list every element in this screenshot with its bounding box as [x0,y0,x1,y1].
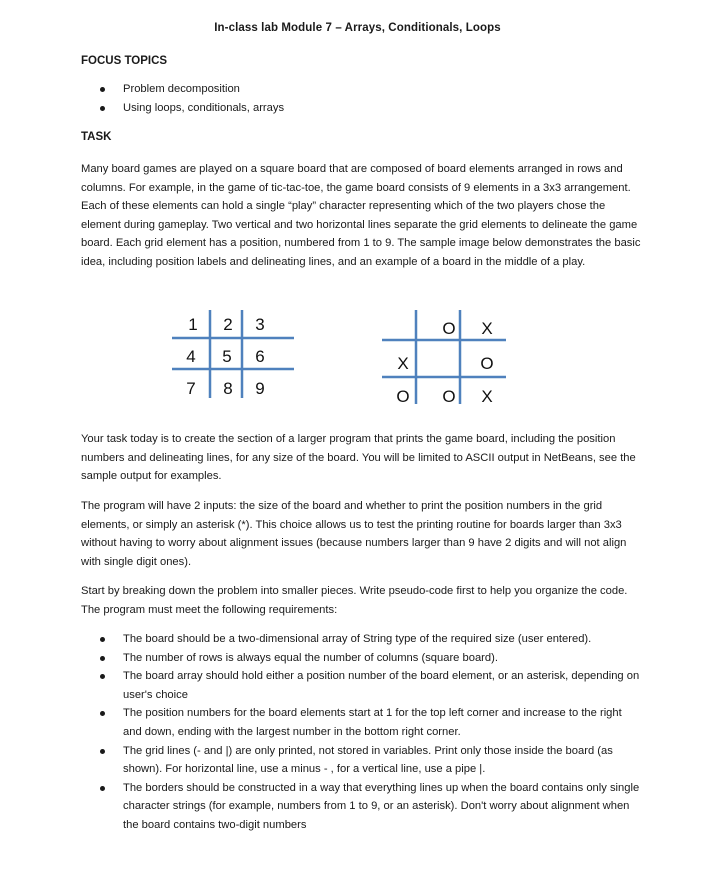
focus-list [81,80,641,118]
requirements-list [81,630,641,835]
bullet-icon [100,674,105,679]
intro-paragraph: Many board games are played on a square board that are composed of board elements arranged in rows and columns. For example, in the game of tic-tac-toe, the game board consists of 9 elements in a 3x3 arrangement. Each of these elements can hold a single “play” character representing which of the two players chose the element during gameplay. Two vertical and two horizontal lines separate the grid elements to delineate the game board. Each grid element has a position, numbered from 1 to 9. The sample image below demonstrates the basic idea, including position labels and delineating lines, and an example of a board in the middle of a play. [81,163,641,268]
play-mark: O [442,319,456,338]
play-mark: X [397,354,409,373]
requirements-intro: Start by breaking down the problem into smaller pieces. Write pseudo-code first to help you organize the code. The program must meet the following requirements: [81,585,628,616]
bullet-icon [100,637,105,642]
play-board [380,308,510,406]
cell-number: 9 [255,379,265,398]
cell-number: 8 [223,379,233,398]
requirement-item: The grid lines (- and |) are only printed, not stored in variables. Print only those inside the board (as shown). For horizontal line, use a minus - , for a vertical line, use a pipe |. [81,742,641,779]
focus-item: Problem decomposition [81,80,641,99]
task-paragraph: Your task today is to create the section of a larger program that prints the game board, including the position numbers and delineating lines, for any size of the board. You will be limited to ASCII output in NetBeans, see the sample output for examples. [81,433,636,483]
play-mark: X [481,319,493,338]
bullet-icon [100,656,105,661]
requirement-item: The position numbers for the board elements start at 1 for the top left corner and increase to the right and down, ending with the largest number in the bottom right corner. [81,704,641,741]
play-mark: X [481,387,493,406]
numbered-board [172,308,300,400]
cell-number: 3 [255,315,265,334]
cell-number: 4 [186,347,196,366]
play-mark: O [396,387,410,406]
focus-item: Using loops, conditionals, arrays [81,99,641,118]
cell-number: 2 [223,315,233,334]
requirement-item: The board should be a two-dimensional array of String type of the required size (user entered). [81,630,641,649]
document-title: In-class lab Module 7 – Arrays, Conditionals, Loops [214,22,501,34]
bullet-icon [100,106,105,111]
task-heading: TASK [81,131,112,143]
cell-number: 6 [255,347,265,366]
cell-number: 7 [186,379,196,398]
focus-heading: FOCUS TOPICS [81,55,168,67]
bullet-icon [100,786,105,791]
cell-number: 5 [222,347,232,366]
requirement-item: The board array should hold either a position number of the board element, or an asterisk, depending on user's choice [81,667,641,704]
play-mark: O [442,387,456,406]
bullet-icon [100,87,105,92]
inputs-paragraph: The program will have 2 inputs: the size of the board and whether to print the position numbers in the grid elements, or simply an asterisk (*). This choice allows us to test the printing routine for boards larger than 3x3 without having to worry about alignment issues (because numbers larger than 9 have 2 digits and will not align with single digit ones). [81,500,627,568]
cell-number: 1 [188,315,198,334]
bullet-icon [100,749,105,754]
play-mark: O [480,354,494,373]
bullet-icon [100,711,105,716]
requirement-item: The borders should be constructed in a way that everything lines up when the board contains only single character strings (for example, numbers from 1 to 9, or an asterisk). Don't worry about alignment when the board contains two-digit numbers [81,779,641,835]
requirement-item: The number of rows is always equal the number of columns (square board). [81,649,641,668]
